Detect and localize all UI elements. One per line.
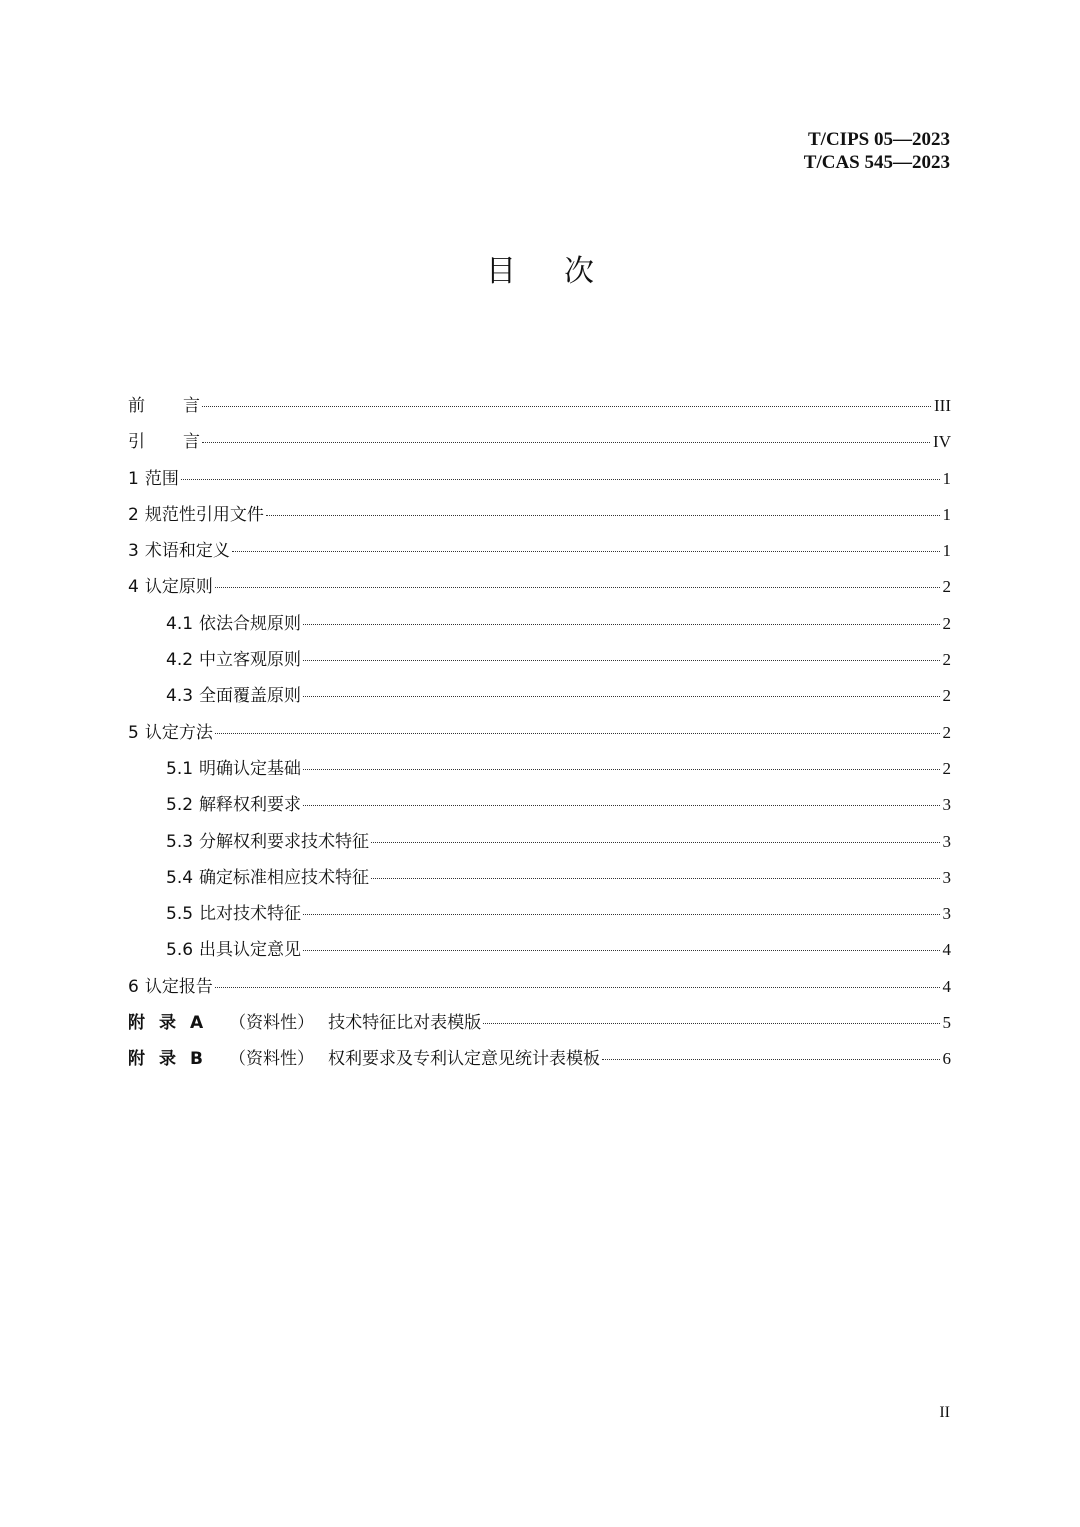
toc-leader-dots: [215, 987, 940, 988]
toc-entry-label: 4.3 全面覆盖原则: [166, 686, 302, 707]
toc-entry-page: 2: [942, 613, 951, 633]
page-title: [0, 250, 1080, 294]
toc-leader-dots: [232, 551, 940, 552]
toc-leader-dots: [215, 587, 940, 588]
title-char-2: 次: [564, 254, 594, 289]
toc-entry-page: 3: [942, 867, 951, 887]
toc-leader-dots: [202, 442, 930, 443]
toc-entry-3[interactable]: [128, 536, 951, 572]
toc-leader-dots: [181, 479, 940, 480]
toc-entry-1[interactable]: [128, 464, 951, 500]
table-of-contents: [128, 391, 951, 1081]
toc-leader-dots: [303, 660, 939, 661]
toc-entry-label: 4.2 中立客观原则: [166, 650, 302, 671]
toc-leader-dots: [215, 733, 940, 734]
toc-leader-dots: [602, 1059, 940, 1060]
toc-leader-dots: [371, 878, 939, 879]
toc-entry-label: 3 术语和定义: [128, 541, 230, 562]
toc-entry-foreword[interactable]: [128, 391, 951, 427]
toc-entry-page: 2: [942, 577, 951, 597]
toc-entry-4[interactable]: [128, 572, 951, 608]
title-char-1: 目: [486, 254, 516, 289]
toc-entry-appendix-b[interactable]: [128, 1044, 951, 1080]
toc-entry-label: 5.4 确定标准相应技术特征: [166, 867, 370, 888]
toc-entry-4-3[interactable]: [128, 681, 951, 717]
toc-entry-label: 引言: [128, 432, 200, 453]
toc-leader-dots: [303, 769, 939, 770]
toc-entry-page: 4: [942, 940, 951, 960]
toc-entry-page: 2: [942, 686, 951, 706]
toc-entry-page: 2: [942, 650, 951, 670]
toc-entry-4-1[interactable]: [128, 609, 951, 645]
toc-entry-page: 1: [942, 504, 951, 524]
toc-entry-5-1[interactable]: [128, 754, 951, 790]
toc-entry-5-4[interactable]: [128, 863, 951, 899]
toc-entry-5-6[interactable]: [128, 935, 951, 971]
toc-entry-page: 2: [942, 722, 951, 742]
toc-entry-label: 附录A （资料性） 技术特征比对表模版: [128, 1013, 482, 1034]
standard-code-cips: T/CIPS 05—2023: [808, 129, 950, 150]
toc-entry-label: 5.1 明确认定基础: [166, 758, 302, 779]
toc-entry-page: 2: [942, 758, 951, 778]
toc-entry-label: 6 认定报告: [128, 976, 213, 997]
toc-entry-label: 1 范围: [128, 468, 179, 489]
toc-entry-page: 3: [942, 904, 951, 924]
toc-entry-label: 附录B （资料性） 权利要求及专利认定意见统计表模板: [128, 1049, 600, 1070]
toc-entry-label: 4.1 依法合规原则: [166, 613, 302, 634]
toc-entry-page: 1: [942, 468, 951, 488]
toc-entry-6[interactable]: [128, 972, 951, 1008]
toc-entry-introduction[interactable]: [128, 427, 951, 463]
toc-leader-dots: [202, 406, 931, 407]
toc-leader-dots: [371, 842, 939, 843]
toc-entry-5-3[interactable]: [128, 827, 951, 863]
toc-leader-dots: [303, 805, 939, 806]
toc-leader-dots: [303, 696, 939, 697]
toc-entry-page: IV: [933, 432, 951, 452]
toc-entry-page: 3: [942, 795, 951, 815]
toc-entry-label: 4 认定原则: [128, 577, 213, 598]
toc-leader-dots: [303, 914, 939, 915]
toc-leader-dots: [266, 515, 940, 516]
toc-entry-label: 5.5 比对技术特征: [166, 904, 302, 925]
toc-entry-page: 1: [942, 541, 951, 561]
standard-code-cas: T/CAS 545—2023: [803, 152, 950, 173]
toc-entry-appendix-a[interactable]: [128, 1008, 951, 1044]
toc-entry-page: 3: [942, 831, 951, 851]
toc-entry-5-5[interactable]: [128, 899, 951, 935]
toc-entry-page: III: [934, 396, 951, 415]
toc-entry-4-2[interactable]: [128, 645, 951, 681]
toc-entry-label: 前言: [128, 396, 200, 416]
toc-entry-label: 2 规范性引用文件: [128, 504, 264, 525]
toc-entry-page: 4: [942, 976, 951, 996]
toc-entry-label: 5.3 分解权利要求技术特征: [166, 831, 370, 852]
toc-leader-dots: [303, 624, 939, 625]
toc-entry-page: 5: [942, 1013, 951, 1033]
toc-entry-page: 6: [942, 1049, 951, 1069]
toc-leader-dots: [303, 950, 939, 951]
toc-entry-5[interactable]: [128, 718, 951, 754]
toc-entry-label: 5 认定方法: [128, 722, 213, 743]
toc-leader-dots: [483, 1023, 939, 1024]
toc-entry-label: 5.6 出具认定意见: [166, 940, 302, 961]
toc-entry-label: 5.2 解释权利要求: [166, 795, 302, 816]
toc-entry-5-2[interactable]: [128, 790, 951, 826]
toc-entry-2[interactable]: [128, 500, 951, 536]
page-number: II: [939, 1404, 950, 1421]
